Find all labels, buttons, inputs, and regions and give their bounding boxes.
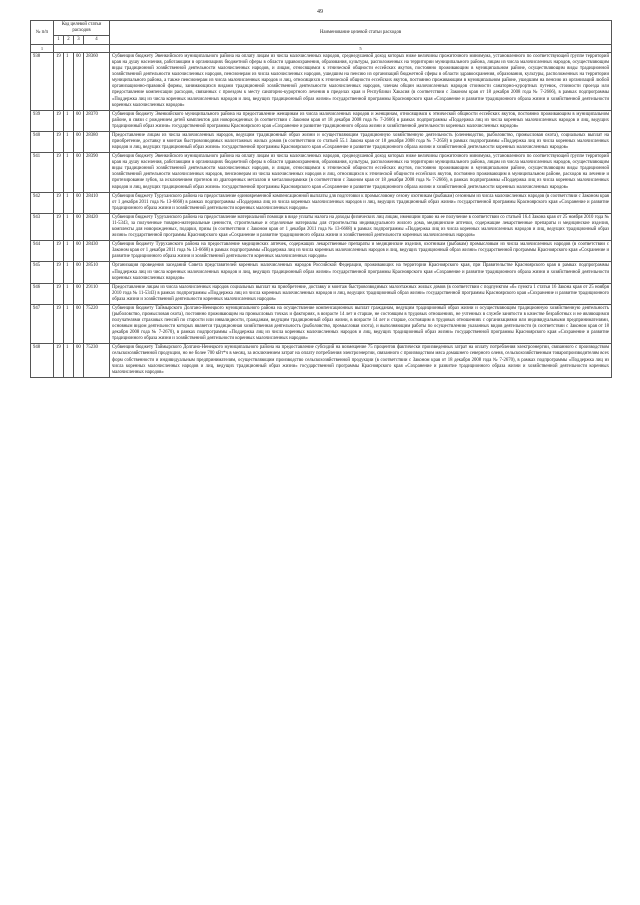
table-row	[31, 53, 612, 111]
row-number: 945	[31, 262, 54, 283]
target-expense-table	[30, 20, 612, 378]
header-name: Наименование целевой статьи расходов	[110, 21, 612, 45]
expense-description: Субвенция бюджету Туруханского района на предоставление материальной помощи в виде уплаты налога на доходы физических лиц лицам, имеющим право на ее получение в соответствии со статьей 16.4 Закона края от 25 ноября 2010 года № 11-5343, за полученные товарно-материальные ценности, строительные и отделочные материалы для строительства индивидуального жилого дома, медицинские аптечки, содержащие лекарственные препараты и медицинские изделия, комплекты для новорожденных, подарки, призы (в соответствии с Законом края от 1 декабря 2011 года № 13-6668) в рамках подпрограммы «Поддержка лиц из числа коренных малочисленных народов и лиц, ведущих традиционный образ жизни» государственной программы Красноярского края «Сохранение и развитие традиционного образа жизни и хозяйственной деятельности коренных малочисленных народов»	[110, 213, 612, 240]
code-part-2: 1	[64, 241, 74, 262]
code-part-1: 19	[54, 131, 64, 152]
code-part-2: 1	[64, 213, 74, 240]
column-index-row	[31, 45, 612, 53]
row-number: 938	[31, 53, 54, 111]
code-part-2: 1	[64, 192, 74, 213]
table-row	[31, 344, 612, 377]
code-part-4: 28380	[84, 131, 110, 152]
row-number: 942	[31, 192, 54, 213]
code-part-3: 00	[74, 153, 84, 192]
expense-description: Организация проведения заседаний Совета представителей коренных малочисленных народов Российской Федерации, проживающих на территории Красноярского края, при Правительстве Красноярского края в рамках подпрограммы «Поддержка лиц из числа коренных малочисленных народов и лиц, ведущих традиционный образ жизни» государственной программы Красноярского края «Сохранение и развитие традиционного образа жизни и хозяйственной деятельности коренных малочисленных народов»	[110, 262, 612, 283]
row-number: 943	[31, 213, 54, 240]
code-part-3: 00	[74, 344, 84, 377]
expense-description: Предоставление лицам из числа малочисленных народов социальных выплат на приобретение, доставку и монтаж быстровозводимых малоэтажных жилых домов (в соответствии с подпунктом «б» пункта 1 статьи 16 Закона края от 25 ноября 2010 года № 11-5343) в рамках подпрограммы «Поддержка лиц из числа коренных малочисленных народов и лиц, ведущих традиционный образ жизни» государственной программы Красноярского края «Сохранение и развитие традиционного образа жизни и хозяйственной деятельности коренных малочисленных народов»	[110, 283, 612, 304]
code-part-4: 28390	[84, 153, 110, 192]
header-number: № п/п	[31, 21, 54, 45]
code-part-1: 19	[54, 283, 64, 304]
code-part-4: 28370	[84, 110, 110, 131]
table-body	[31, 53, 612, 378]
code-part-3: 00	[74, 304, 84, 343]
expense-description: Субвенция бюджету Эвенкийского муниципального района на оплату лицам из числа малочисленных народов, среднедушевой доход которых ниже величины прожиточного минимума, установленного по соответствующей группе территорий края на душу населения, работающим в организациях бюджетной сферы в области здравоохранения, образования, культуры, расположенных на территории муниципального района, лицам из числа малочисленных народов, осуществляющим виды традиционной хозяйственной деятельности малочисленных народов, и лицам, относящимся к этнической общности ессейских якутов, постоянно проживающим в муниципальном районе, осуществляющим виды традиционной хозяйственной деятельности малочисленных народов, пенсионерам из числа малочисленных народов и лиц, относящихся к этнической общности ессейских якутов, постоянно проживающим в муниципальном районе, расходов на лечение и протезирование зубов, за исключением протезов из драгоценных металлов и металлокерамики (в соответствии с Законом края от 18 декабря 2008 года № 7-2666), в рамках подпрограммы «Поддержка лиц из числа коренных малочисленных народов и лиц, ведущих традиционный образ жизни» государственной программы Красноярского края «Сохранение и развитие традиционного образа жизни и хозяйственной деятельности коренных малочисленных народов»	[110, 153, 612, 192]
table-row	[31, 131, 612, 152]
code-part-3: 00	[74, 192, 84, 213]
code-part-1: 19	[54, 241, 64, 262]
code-part-4: 28360	[84, 53, 110, 111]
code-part-2: 1	[64, 110, 74, 131]
column-index: 5	[110, 45, 612, 53]
table-row	[31, 192, 612, 213]
row-number: 944	[31, 241, 54, 262]
code-part-1: 19	[54, 192, 64, 213]
row-number: 941	[31, 153, 54, 192]
header-code-part-4: 4	[84, 36, 110, 45]
code-part-1: 19	[54, 153, 64, 192]
code-part-2: 1	[64, 304, 74, 343]
header-code: Код целевой статьи расходов	[54, 21, 110, 36]
code-part-1: 19	[54, 304, 64, 343]
code-part-3: 00	[74, 213, 84, 240]
code-part-2: 1	[64, 344, 74, 377]
code-part-2: 1	[64, 283, 74, 304]
code-part-1: 19	[54, 344, 64, 377]
code-part-4: 28430	[84, 241, 110, 262]
table-header-row	[31, 21, 612, 36]
expense-description: Субвенция бюджету Эвенкийского муниципального района на предоставление женщинам из числа малочисленных народов и женщинам, относящимся к этнической общности ессейских якутов, постоянно проживающим в муниципальном районе, в связи с рождением детей комплектов для новорожденных (в соответствии с Законом края от 18 декабря 2008 года № 7-2666) в рамках подпрограммы «Поддержка лиц из числа коренных малочисленных народов и лиц, ведущих традиционный образ жизни» государственной программы Красноярского края «Сохранение и развитие традиционного образа жизни и хозяйственной деятельности коренных малочисленных народов»	[110, 110, 612, 131]
code-part-2: 1	[64, 262, 74, 283]
code-part-2: 1	[64, 153, 74, 192]
code-part-3: 00	[74, 262, 84, 283]
table-row	[31, 153, 612, 192]
row-number: 947	[31, 304, 54, 343]
code-part-3: 00	[74, 131, 84, 152]
code-part-3: 00	[74, 110, 84, 131]
table-row	[31, 304, 612, 343]
table-row	[31, 241, 612, 262]
code-part-4: 28420	[84, 213, 110, 240]
expense-description: Предоставление лицам из числа малочисленных народов, ведущим традиционный образ жизни и осуществляющим традиционную хозяйственную деятельность (оленеводство, рыболовство, промысловая охота), социальных выплат на приобретение, доставку и монтаж быстровозводимых малоэтажных жилых домов (в соответствии со статьей 55.1 Закона края от 18 декабря 2008 года № 7-2658) в рамках подпрограммы «Поддержка лиц из числа коренных малочисленных народов и лиц, ведущих традиционный образ жизни» государственной программы Красноярского края «Сохранение и развитие традиционного образа жизни и хозяйственной деятельности коренных малочисленных народов»	[110, 131, 612, 152]
row-number: 948	[31, 344, 54, 377]
code-part-2: 1	[64, 53, 74, 111]
column-index: 1	[31, 45, 54, 53]
code-part-4: 75220	[84, 304, 110, 343]
expense-description: Субвенция бюджету Эвенкийского муниципального района на оплату лицам из числа малочисленных народов, среднедушевой доход которых ниже величины прожиточного минимума, установленного по соответствующей группе территорий края на душу населения, работающим в организациях бюджетной сферы в области здравоохранения, образования, культуры, расположенных на территории муниципального района, лицам из числа малочисленных народов, осуществляющим виды традиционной хозяйственной деятельности малочисленных народов, и лицам, относящимся к этнической общности ессейских якутов, постоянно проживающим в муниципальном районе, осуществляющим виды традиционной хозяйственной деятельности малочисленных народов, пенсионерам из числа малочисленных народов, ушедшим на пенсию из организаций бюджетной сферы в области здравоохранения, образования, культуры, расположенных на территории муниципального района, а также пенсионерам из числа малочисленных народов и лиц, относящихся к этнической общности ессейских якутов, постоянно проживающим в муниципальном районе, ушедшим на пенсию из организаций любой организационно-правовой формы, занимающихся видами традиционной хозяйственной деятельности малочисленных народов, членам общин малочисленных народов стоимости санаторно-курортных путевок, стоимости проезда или предоставление компенсации расходов, связанных с проездом к месту санаторно-курортного лечения в пределах края и Республики Хакасия (в соответствии с Законом края от 18 декабря 2008 года № 7-2666), в рамках подпрограммы «Поддержка лиц из числа коренных малочисленных народов и лиц, ведущих традиционный образ жизни» государственной программы Красноярского края «Сохранение и развитие традиционного образа жизни и хозяйственной деятельности коренных малочисленных народов»	[110, 53, 612, 111]
code-part-4: 29110	[84, 283, 110, 304]
table-row	[31, 262, 612, 283]
code-part-3: 00	[74, 283, 84, 304]
code-part-1: 19	[54, 110, 64, 131]
table-row	[31, 213, 612, 240]
header-code-part-2: 2	[64, 36, 74, 45]
row-number: 939	[31, 110, 54, 131]
code-part-3: 00	[74, 53, 84, 111]
code-part-4: 28410	[84, 192, 110, 213]
row-number: 946	[31, 283, 54, 304]
code-part-4: 75230	[84, 344, 110, 377]
row-number: 940	[31, 131, 54, 152]
header-code-part-3: 3	[74, 36, 84, 45]
table-row	[31, 283, 612, 304]
code-part-1: 19	[54, 262, 64, 283]
code-part-1: 19	[54, 213, 64, 240]
table-row	[31, 110, 612, 131]
code-part-4: 28510	[84, 262, 110, 283]
code-part-2: 1	[64, 131, 74, 152]
page-number: 49	[317, 9, 323, 15]
code-part-3: 00	[74, 241, 84, 262]
expense-description: Субвенция бюджету Таймырского Долгано-Ненецкого муниципального района на предоставление субсидий на возмещение 75 процентов фактически произведенных затрат на оплату потребления электроэнергии, связанного с производством сельскохозяйственной продукции, но не более 700 кВт*ч в месяц, за исключением затрат на оплату потребления электроэнергии, связанного с производством мяса домашнего северного оленя, сельскохозяйственным товаропроизводителям всех форм собственности и индивидуальным предпринимателям, осуществляющим производство сельскохозяйственной продукции (в соответствии с Законом края от 18 декабря 2008 года № 7-2670), в рамках подпрограммы «Поддержка лиц из числа коренных малочисленных народов и лиц, ведущих традиционный образ жизни» государственной программы Красноярского края «Сохранение и развитие традиционного образа жизни и хозяйственной деятельности коренных малочисленных народов»	[110, 344, 612, 377]
header-code-part-1: 1	[54, 36, 64, 45]
expense-description: Субвенция бюджету Таймырского Долгано-Ненецкого муниципального района на осуществление компенсационных выплат гражданам, ведущим традиционный образ жизни и осуществляющим традиционную хозяйственную деятельность (рыболовство, промысловая охота), постоянно проживающим на промысловых точках и факториях, в возрасте 14 лет и старше, не состоящим в трудовых отношениях, не учтенных в службе занятости в качестве безработных и не являющимся получателями страховых пенсий по старости или инвалидности, гражданам, ведущим традиционный образ жизни, в возрасте 14 лет и старше, состоящим в трудовых отношениях с организациями или индивидуальными предпринимателями, основным видом деятельности которых является традиционная хозяйственная деятельность (рыболовство, промысловая охота), и выполняющим работы по осуществлению указанных видов деятельности (в соответствии с Законом края от 18 декабря 2008 года № 7-2670), в рамках подпрограммы «Поддержка лиц из числа коренных малочисленных народов и лиц, ведущих традиционный образ жизни» государственной программы Красноярского края «Сохранение и развитие традиционного образа жизни и хозяйственной деятельности коренных малочисленных народов»	[110, 304, 612, 343]
expense-description: Субвенция бюджету Туруханского района на предоставление медицинских аптечек, содержащих лекарственные препараты и медицинские изделия, охотникам (рыбакам) промысловым из числа малочисленных народов (в соответствии с Законом края от 1 декабря 2011 года № 13-6668) в рамках подпрограммы «Поддержка лиц из числа коренных малочисленных народов и лиц, ведущих традиционный образ жизни» государственной программы Красноярского края «Сохранение и развитие традиционного образа жизни и хозяйственной деятельности коренных малочисленных народов»	[110, 241, 612, 262]
code-part-1: 19	[54, 53, 64, 111]
expense-description: Субвенция бюджету Туруханского района на предоставление единовременной компенсационной выплаты для подготовки к промысловому сезону охотникам (рыбакам) сезонным из числа малочисленных народов (в соответствии с Законом края от 1 декабря 2011 года № 13-6668) в рамках подпрограммы «Поддержка лиц из числа коренных малочисленных народов и лиц, ведущих традиционный образ жизни» государственной программы Красноярского края «Сохранение и развитие традиционного образа жизни и хозяйственной деятельности коренных малочисленных народов»	[110, 192, 612, 213]
